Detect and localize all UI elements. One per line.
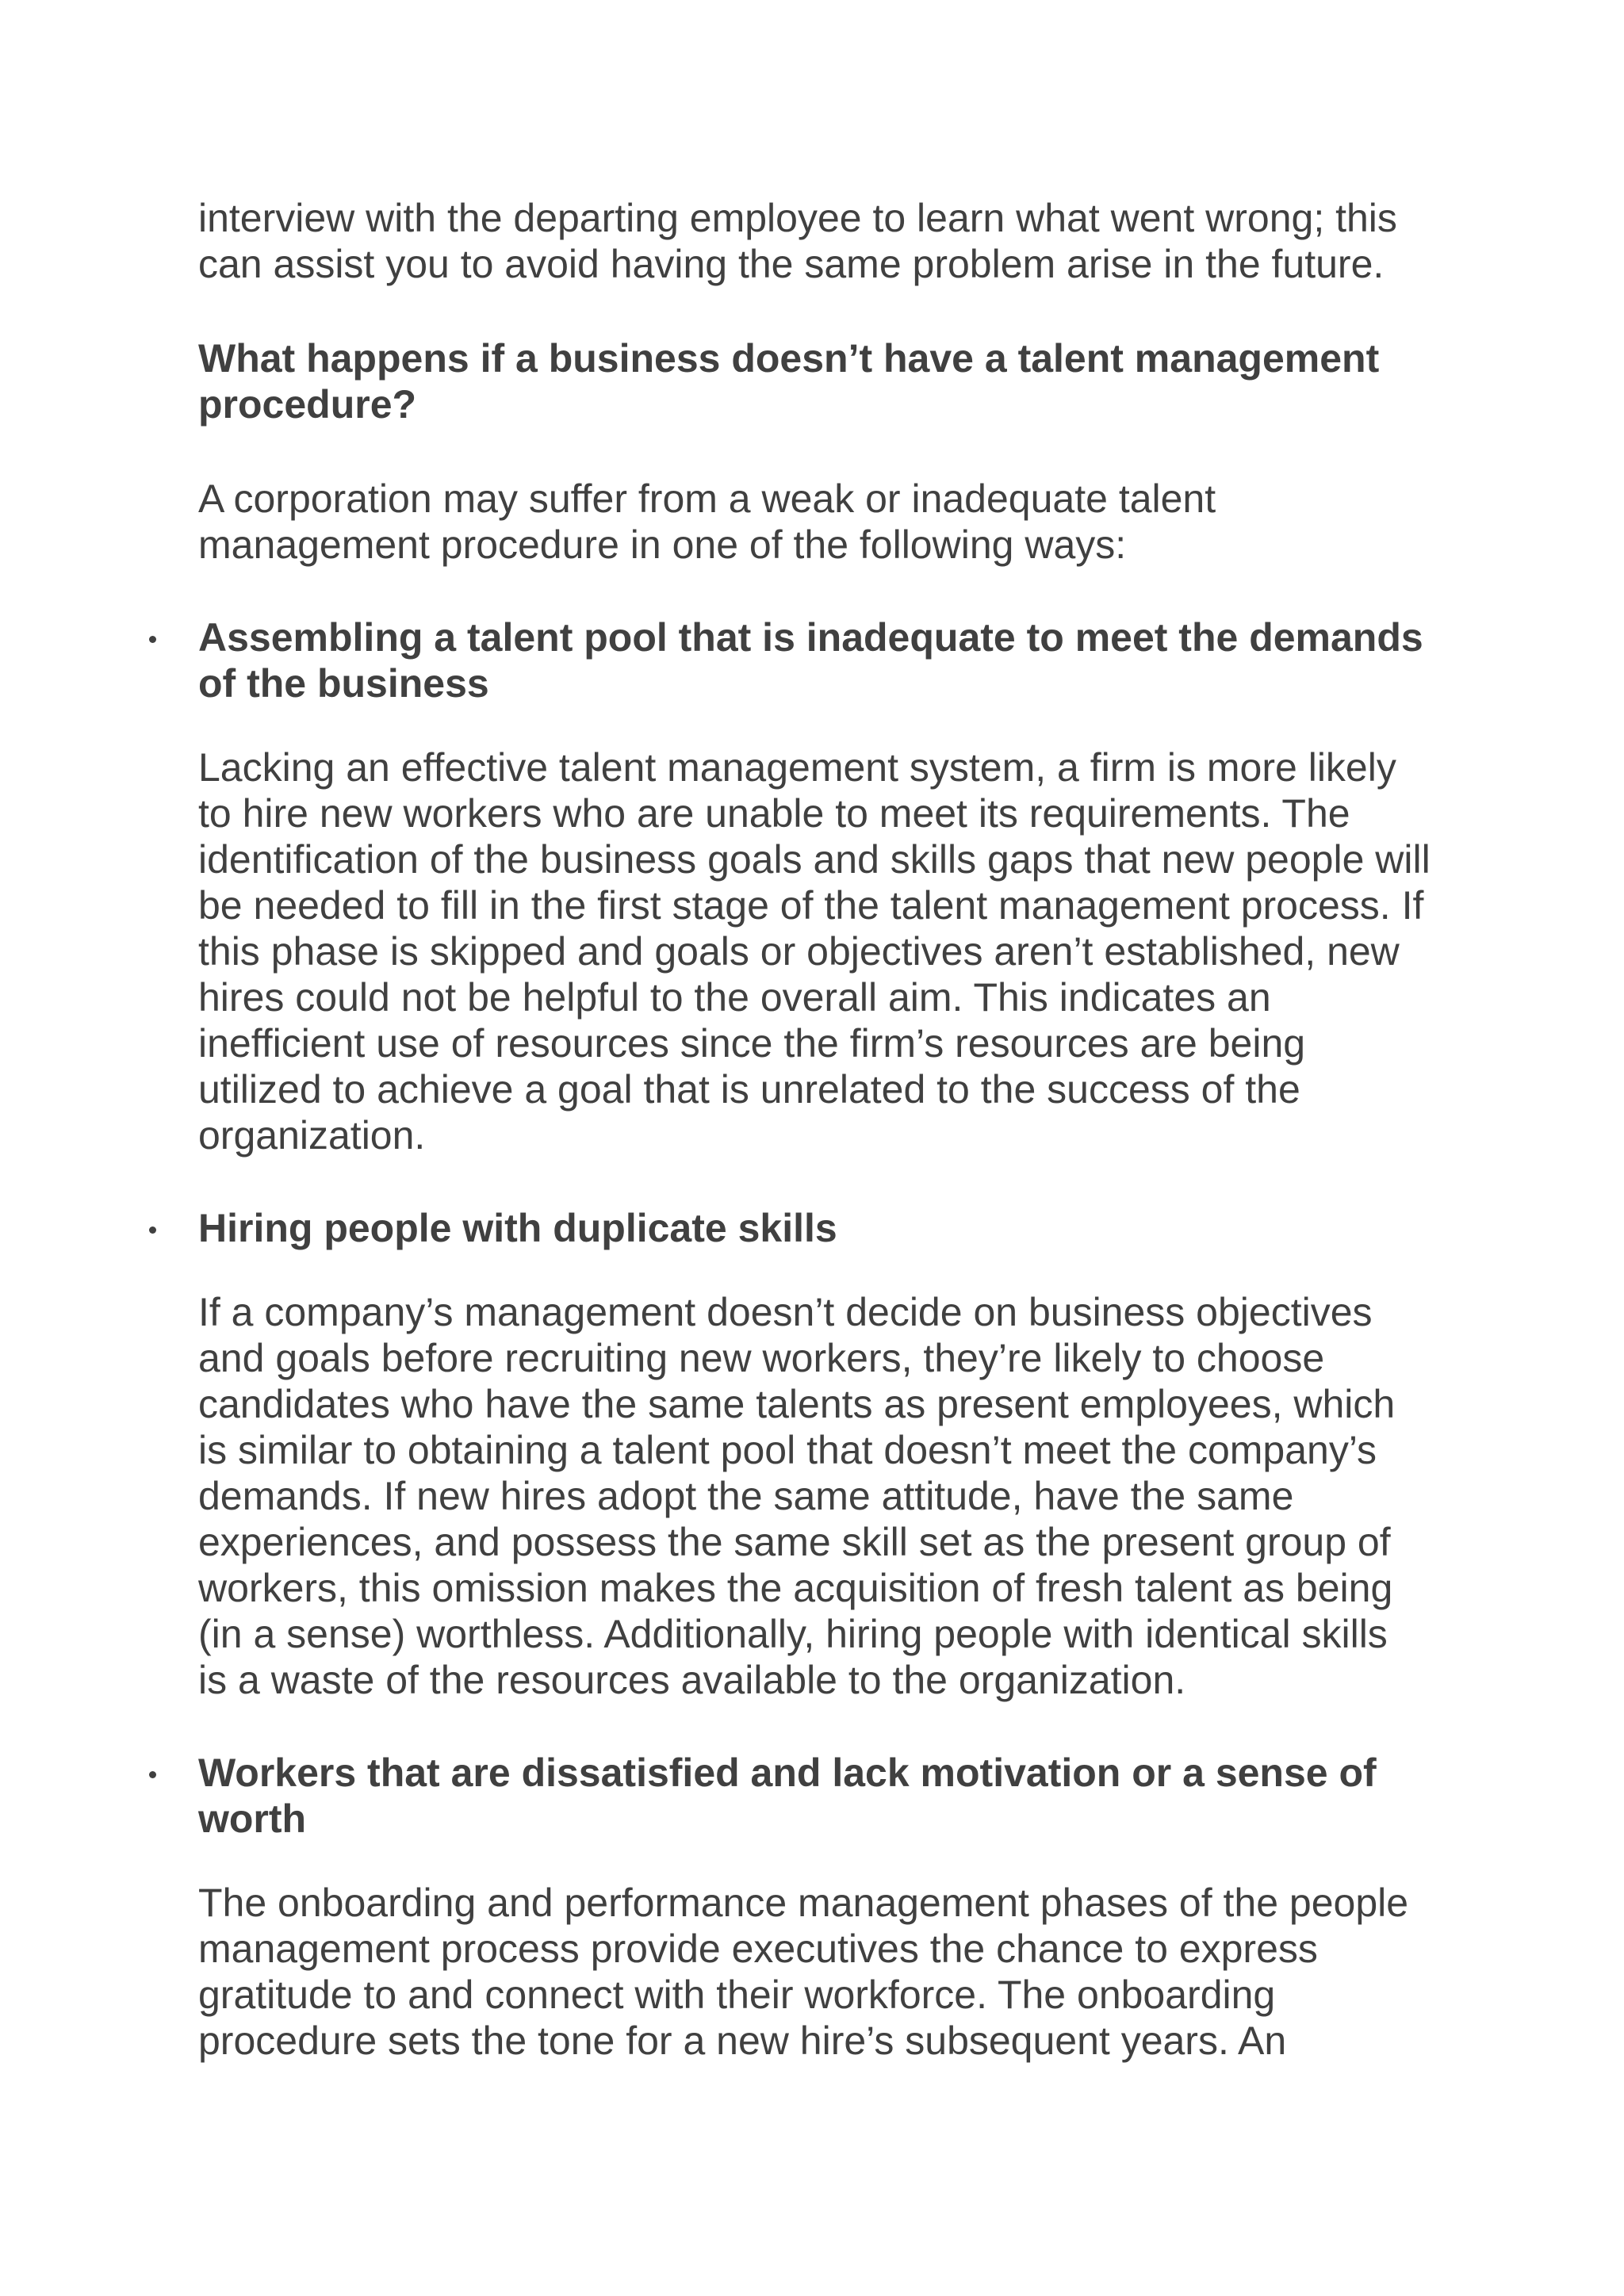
text-line: experiences, and possess the same skill set as the present group of <box>198 1520 1391 1564</box>
bullet-title <box>198 614 1451 706</box>
heading-line: Workers that are dissatisfied and lack motivation or a sense of <box>198 1751 1377 1795</box>
bullet-item <box>198 614 1451 706</box>
text-line: identification of the business goals and skills gaps that new people will <box>198 837 1431 882</box>
section-question-heading <box>198 335 1451 427</box>
text-line: workers, this omission makes the acquisition of fresh talent as being <box>198 1566 1393 1610</box>
bullet-body <box>198 744 1451 1158</box>
text-line: management process provide executives the chance to express <box>198 1927 1318 1971</box>
lead-paragraph <box>198 476 1451 568</box>
document-content <box>198 195 1451 2064</box>
text-line: demands. If new hires adopt the same attitude, have the same <box>198 1474 1294 1518</box>
bullet-icon <box>149 1771 156 1778</box>
heading-line: procedure? <box>198 382 417 427</box>
text-line: candidates who have the same talents as present employees, which <box>198 1382 1396 1426</box>
heading-line: of the business <box>198 661 489 706</box>
bullet-title <box>198 1205 1451 1251</box>
text-line: can assist you to avoid having the same problem arise in the future. <box>198 242 1385 286</box>
heading-line: Assembling a talent pool that is inadequate to meet the demands <box>198 615 1423 660</box>
text-line: hires could not be helpful to the overall aim. This indicates an <box>198 975 1271 1020</box>
bullet-body <box>198 1880 1451 2064</box>
text-line: (in a sense) worthless. Additionally, hiring people with identical skills <box>198 1612 1388 1656</box>
bullet-icon <box>149 636 156 643</box>
bullet-body <box>198 1289 1451 1703</box>
heading-line: worth <box>198 1797 307 1841</box>
text-line: inefficient use of resources since the firm’s resources are being <box>198 1021 1306 1066</box>
intro-paragraph <box>198 195 1451 287</box>
text-line: A corporation may suffer from a weak or inadequate talent <box>198 476 1216 521</box>
text-line: organization. <box>198 1113 426 1158</box>
text-line: be needed to fill in the first stage of the talent management process. If <box>198 883 1424 928</box>
text-line: interview with the departing employee to learn what went wrong; this <box>198 196 1397 240</box>
bullet-title <box>198 1750 1451 1842</box>
text-line: management procedure in one of the following ways: <box>198 522 1127 567</box>
text-line: is a waste of the resources available to the organization. <box>198 1658 1186 1702</box>
text-line: to hire new workers who are unable to meet its requirements. The <box>198 791 1350 836</box>
bullet-item <box>198 1750 1451 1842</box>
text-line: this phase is skipped and goals or objectives aren’t established, new <box>198 929 1400 974</box>
bullet-icon <box>149 1226 156 1234</box>
text-line: utilized to achieve a goal that is unrelated to the success of the <box>198 1067 1300 1112</box>
text-line: The onboarding and performance management phases of the people <box>198 1881 1409 1925</box>
text-line: gratitude to and connect with their workforce. The onboarding <box>198 1973 1276 2017</box>
text-line: and goals before recruiting new workers, they’re likely to choose <box>198 1336 1325 1380</box>
text-line: procedure sets the tone for a new hire’s subsequent years. An <box>198 2019 1287 2063</box>
text-line: is similar to obtaining a talent pool that doesn’t meet the company’s <box>198 1428 1377 1472</box>
text-line: If a company’s management doesn’t decide on business objectives <box>198 1290 1373 1334</box>
bullet-item <box>198 1205 1451 1251</box>
text-line: Lacking an effective talent management system, a firm is more likely <box>198 745 1396 790</box>
heading-line: What happens if a business doesn’t have a talent management <box>198 336 1380 381</box>
heading-line: Hiring people with duplicate skills <box>198 1206 837 1250</box>
